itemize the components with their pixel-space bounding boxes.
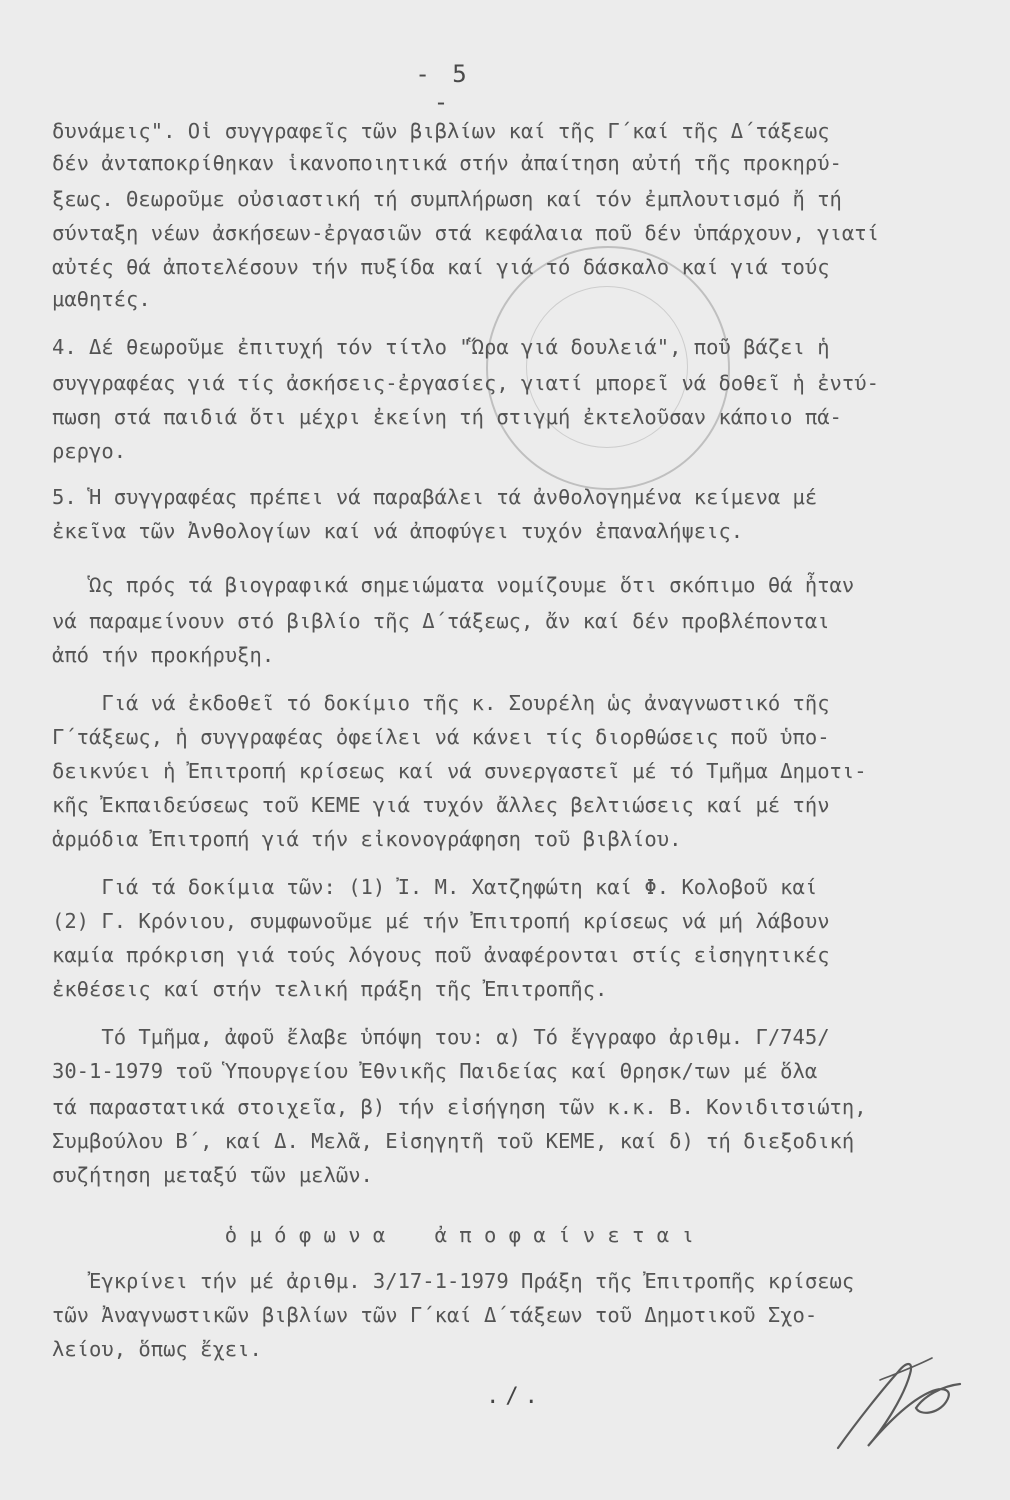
handwritten-signature	[820, 1350, 970, 1460]
text-line: ξεως. Θεωροῦμε οὐσιαστική τή συμπλήρωση καί τόν ἐμπλουτισμό ἤ τή	[52, 187, 842, 211]
text-line: αὐτές θά ἀποτελέσουν τήν πυξίδα καί γιά τό δάσκαλο καί γιά τούς	[52, 255, 830, 279]
text-line: 30-1-1979 τοῦ Ὑπουργείου Ἐθνικῆς Παιδείας καί Θρησκ/των μέ ὅλα	[52, 1059, 818, 1083]
text-line: Συμβούλου Β΄, καί Δ. Μελᾶ, Εἰσηγητῆ τοῦ ΚΕΜΕ, καί δ) τή διεξοδική	[52, 1129, 855, 1153]
text-line: ἐκεῖνα τῶν Ἀνθολογίων καί νά ἀποφύγει τυχόν ἐπαναλήψεις.	[52, 519, 744, 543]
text-line: 5. Ἡ συγγραφέας πρέπει νά παραβάλει τά ἀνθολογημένα κείμενα μέ	[52, 485, 818, 509]
text-line: κῆς Ἐκπαιδεύσεως τοῦ ΚΕΜΕ γιά τυχόν ἄλλες βελτιώσεις καί μέ τήν	[52, 793, 830, 817]
text-line: μαθητές.	[52, 287, 151, 311]
text-line: Γ΄τάξεως, ἡ συγγραφέας ὀφείλει νά κάνει τίς διορθώσεις ποῦ ὑπο-	[52, 725, 830, 749]
text-line: ἀπό τήν προκήρυξη.	[52, 643, 275, 667]
text-line: Τό Τμῆμα, ἀφοῦ ἔλαβε ὑπόψη του: α) Τό ἔγγραφο ἀριθμ. Γ/745/	[52, 1025, 830, 1049]
text-line: λείου, ὅπως ἔχει.	[52, 1337, 262, 1361]
text-line: Ὡς πρός τά βιογραφικά σημειώματα νομίζουμε ὅτι σκόπιμο θά ἦταν	[52, 573, 855, 597]
resolution-heading: ὁ μ ό φ ω ν α ἀ π ο φ α ί ν ε τ α ι	[52, 1223, 694, 1247]
text-line: ρεργο.	[52, 439, 127, 463]
text-line: σύνταξη νέων ἀσκήσεων-ἐργασιῶν στά κεφάλαια ποῦ δέν ὑπάρχουν, γιατί	[52, 221, 879, 245]
text-line: Ἐγκρίνει τήν μέ ἀριθμ. 3/17-1-1979 Πράξη τῆς Ἐπιτροπῆς κρίσεως	[52, 1269, 855, 1293]
text-line: ἁρμόδια Ἐπιτροπή γιά τήν εἰκονογράφηση τοῦ βιβλίου.	[52, 827, 682, 851]
text-line: δεικνύει ἡ Ἐπιτροπή κρίσεως καί νά συνεργαστεῖ μέ τό Τμῆμα Δημοτι-	[52, 759, 867, 783]
text-line: τῶν Ἀναγνωστικῶν βιβλίων τῶν Γ΄καί Δ΄τάξεων τοῦ Δημοτικοῦ Σχο-	[52, 1303, 818, 1327]
text-line: Γιά τά δοκίμια τῶν: (1) Ἰ. Μ. Χατζηφώτη καί Φ. Κολοβοῦ καί	[52, 875, 818, 899]
text-line: ἐκθέσεις καί στήν τελική πράξη τῆς Ἐπιτροπῆς.	[52, 977, 608, 1001]
text-line: συγγραφέας γιά τίς ἀσκήσεις-ἐργασίες, γιατί μπορεῖ νά δοθεῖ ἡ ἐντύ-	[52, 371, 879, 395]
text-line: δέν ἀνταποκρίθηκαν ἱκανοποιητικά στήν ἀπαίτηση αὐτή τῆς προκηρύ-	[52, 151, 842, 175]
official-stamp	[486, 246, 730, 490]
text-line: συζήτηση μεταξύ τῶν μελῶν.	[52, 1163, 373, 1187]
text-line: 4. Δέ θεωροῦμε ἐπιτυχή τόν τίτλο "Ὥρα γιά δουλειά", ποῦ βάζει ἡ	[52, 335, 830, 359]
text-line: καμία πρόκριση γιά τούς λόγους ποῦ ἀναφέρονται στίς εἰσηγητικές	[52, 943, 830, 967]
text-line: (2) Γ. Κρόνιου, συμφωνοῦμε μέ τήν Ἐπιτροπή κρίσεως νά μή λάβουν	[52, 909, 830, 933]
continuation-mark: ./.	[486, 1384, 544, 1409]
text-line: τά παραστατικά στοιχεῖα, β) τήν εἰσήγηση τῶν κ.κ. Β. Κονιδιτσιώτη,	[52, 1095, 867, 1119]
text-line: Γιά νά ἐκδοθεῖ τό δοκίμιο τῆς κ. Σουρέλη ὡς ἀναγνωστικό τῆς	[52, 691, 830, 715]
text-line: πωση στά παιδιά ὅτι μέχρι ἐκείνη τή στιγμή ἐκτελοῦσαν κάποιο πά-	[52, 405, 842, 429]
page-number: - 5 -	[415, 60, 471, 116]
text-line: δυνάμεις". Οἱ συγγραφεῖς τῶν βιβλίων καί τῆς Γ΄καί τῆς Δ΄τάξεως	[52, 119, 830, 143]
text-line: νά παραμείνουν στό βιβλίο τῆς Δ΄τάξεως, ἄν καί δέν προβλέπονται	[52, 609, 830, 633]
